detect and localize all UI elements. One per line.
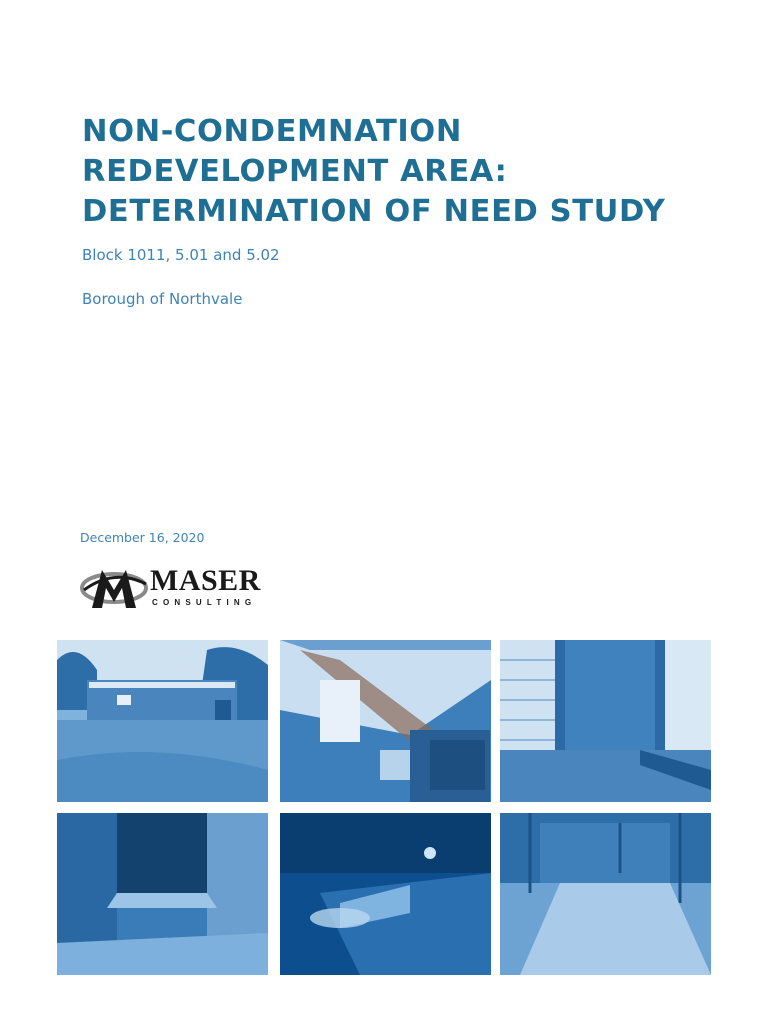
maser-logo-mark [80, 560, 150, 616]
document-title [82, 112, 722, 232]
block-subtitle: Block 1011, 5.01 and 5.02 [82, 246, 280, 264]
title-line-1: NON-CONDEMNATION [82, 114, 462, 149]
photo-fenced-walkway [500, 813, 711, 975]
photo-building-exterior [57, 640, 268, 802]
title-line-2: REDEVELOPMENT AREA: [82, 154, 508, 189]
maser-logo [80, 560, 260, 616]
borough-subtitle: Borough of Northvale [82, 290, 243, 308]
photo-interior-ceiling [280, 640, 491, 802]
logo-subtext: CONSULTING [152, 598, 257, 607]
photo-doorway-floor [57, 813, 268, 975]
logo-wordmark: MASER [150, 564, 261, 597]
report-date: December 16, 2020 [80, 530, 205, 545]
photo-door-exterior [500, 640, 711, 802]
title-line-3: DETERMINATION OF NEED STUDY [82, 194, 666, 229]
photo-dark-interior [280, 813, 491, 975]
